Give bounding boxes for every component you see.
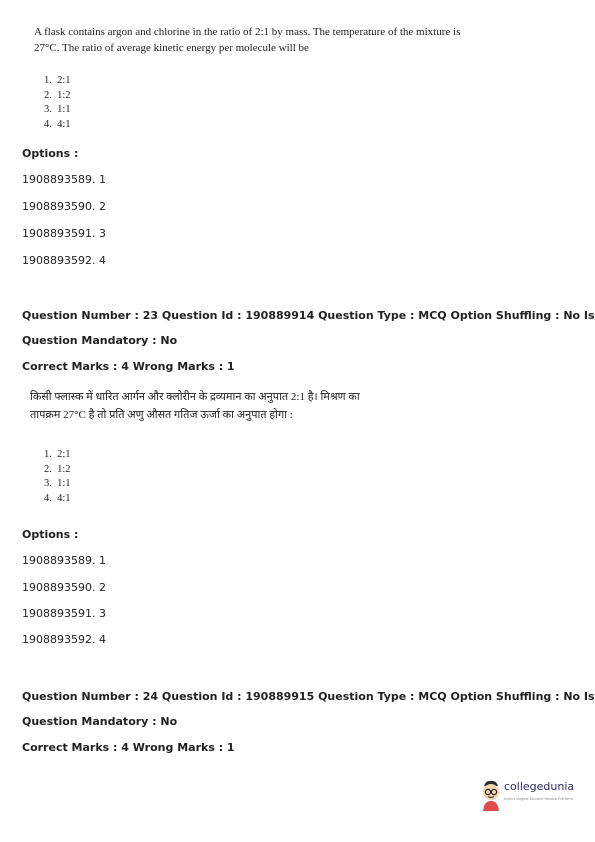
question-marks: Correct Marks : 4 Wrong Marks : 1: [22, 741, 235, 754]
option-item: 1908893591. 3: [22, 607, 106, 620]
choice-item: 2. 1:2: [44, 463, 71, 475]
logo-name: collegedunia: [504, 780, 575, 793]
question-text-hindi: [30, 388, 570, 424]
option-item: 1908893589. 1: [22, 173, 106, 186]
choice-item: 4. 4:1: [44, 118, 71, 130]
choice-list: [44, 448, 71, 506]
question-marks: Correct Marks : 4 Wrong Marks : 1: [22, 360, 235, 373]
question-text: [34, 24, 574, 56]
choice-item: 1. 2:1: [44, 75, 71, 86]
question-line: किसी फ्लास्क में धारित आर्गन और क्लोरीन के द्रव्यमान का अनुपात 2:1 है। मिश्रण का: [30, 391, 360, 403]
option-item: 1908893591. 3: [22, 227, 106, 240]
collegedunia-logo: [478, 776, 586, 816]
question-header: Question Number : 24 Question Id : 190889915 Question Type : MCQ Option Shuffling : No Is: [22, 690, 595, 703]
option-item: 1908893589. 1: [22, 554, 106, 567]
question-mandatory: Question Mandatory : No: [22, 715, 178, 728]
question-mandatory: Question Mandatory : No: [22, 334, 178, 347]
logo-tagline: India's largest Student Review Platform: [504, 797, 573, 801]
question-line: A flask contains argon and chlorine in the ratio of 2:1 by mass. The temperature of the mixture is: [34, 26, 461, 38]
option-item: 1908893590. 2: [22, 200, 106, 213]
mascot-logo-icon: [478, 778, 504, 812]
choice-item: 3. 1:1: [44, 478, 71, 489]
option-item: 1908893592. 4: [22, 633, 106, 646]
question-line: 27°C. The ratio of average kinetic energy per molecule will be: [34, 42, 309, 54]
choice-item: 3. 1:1: [44, 104, 71, 115]
choice-list: [44, 74, 71, 132]
question-header: Question Number : 23 Question Id : 190889914 Question Type : MCQ Option Shuffling : No Is: [22, 309, 595, 322]
options-label: Options :: [22, 528, 79, 541]
options-label: Options :: [22, 147, 79, 160]
choice-item: 1. 2:1: [44, 449, 71, 460]
option-item: 1908893592. 4: [22, 254, 106, 267]
choice-item: 2. 1:2: [44, 89, 71, 101]
option-item: 1908893590. 2: [22, 581, 106, 594]
choice-item: 4. 4:1: [44, 492, 71, 504]
question-line: तापक्रम 27°C है तो प्रति अणु औसत गतिज ऊर्जा का अनुपात होगा :: [30, 409, 293, 421]
